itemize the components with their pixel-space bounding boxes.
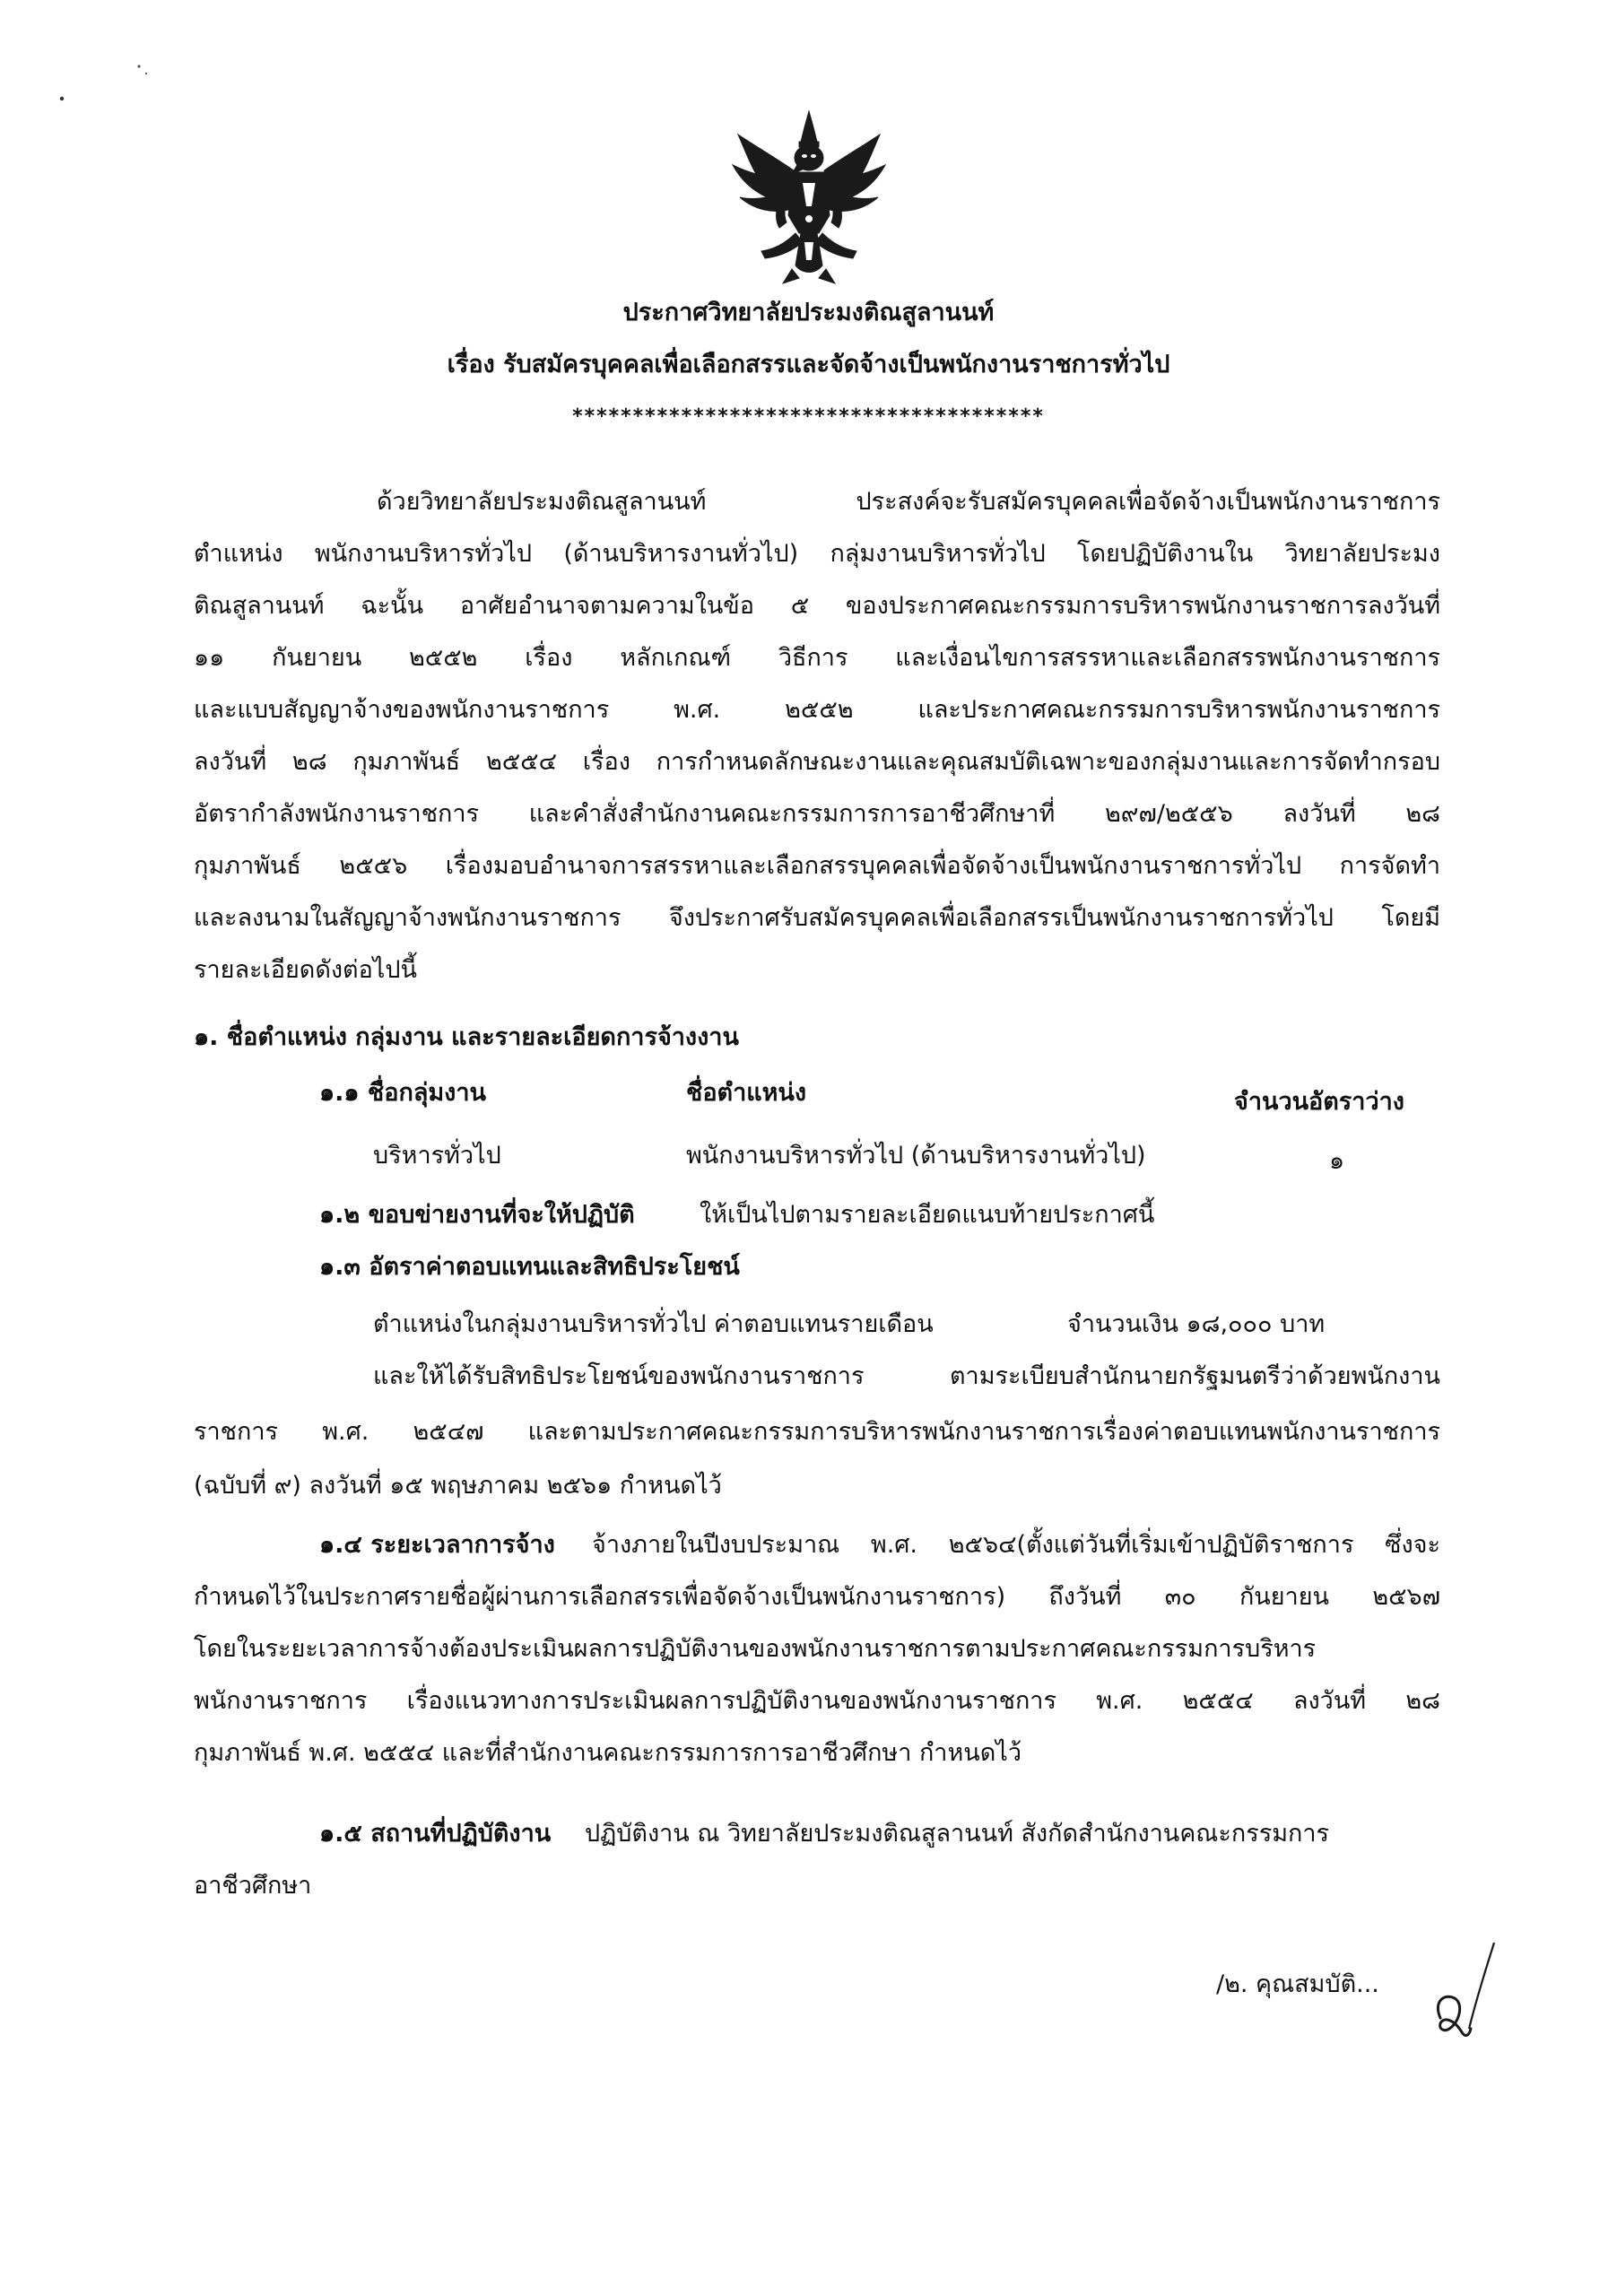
- section-1-heading: ๑. ชื่อตำแหน่ง กลุ่มงาน และรายละเอียดการจ้างงาน: [194, 1023, 739, 1051]
- s11-group: บริหารทั่วไป: [373, 1142, 501, 1170]
- s13-pay-position: ตำแหน่งในกลุ่มงานบริหารทั่วไป ค่าตอบแทนรายเดือน: [373, 1310, 934, 1338]
- intro-line: อัตรากำลังพนักงานราชการ และคำสั่งสำนักงานคณะกรรมการการอาชีวศึกษาที่ ๒๙๗/๒๕๕๖ ลงวันที่ ๒๘: [194, 800, 1440, 828]
- s15-first: ปฏิบัติงาน ณ วิทยาลัยประมงติณสูลานนท์ สังกัดสำนักงานคณะกรรมการ: [585, 1820, 1330, 1848]
- s13-pay-amount: จำนวนเงิน ๑๘,๐๐๐ บาท: [1067, 1310, 1326, 1338]
- s15-label: ๑.๕ สถานที่ปฏิบัติงาน: [319, 1820, 552, 1848]
- s14-line: กุมภาพันธ์ พ.ศ. ๒๕๕๔ และที่สำนักงานคณะกรรมการการอาชีวศึกษา กำหนดไว้: [194, 1739, 1021, 1767]
- s13-line: ราชการ พ.ศ. ๒๕๔๗ และตามประกาศคณะกรรมการบริหารพนักงานราชการเรื่องค่าตอบแทนพนักงานราชการ: [194, 1418, 1440, 1446]
- intro-line: ๑๑ กันยายน ๒๕๕๒ เรื่อง หลักเกณฑ์ วิธีการ และเงื่อนไขการสรรหาและเลือกสรรพนักงานราชการ: [194, 644, 1440, 672]
- garuda-emblem-icon: [729, 108, 889, 287]
- s11-col-position: ชื่อตำแหน่ง: [686, 1079, 807, 1107]
- document-subject: เรื่อง รับสมัครบุคคลเพื่อเลือกสรรและจัดจ้างเป็นพนักงานราชการทั่วไป: [447, 351, 1170, 378]
- s11-col-count: จำนวนอัตราว่าง: [1234, 1088, 1404, 1116]
- continuation-note: /๒. คุณสมบัติ...: [1216, 1970, 1379, 1998]
- s14-line: พนักงานราชการ เรื่องแนวทางการประเมินผลการปฏิบัติงานของพนักงานราชการ พ.ศ. ๒๕๕๔ ลงวันที่ ๒๘: [194, 1687, 1440, 1715]
- s13-line: และให้ได้รับสิทธิประโยชน์ของพนักงานราชการ ตามระเบียบสำนักนายกรัฐมนตรีว่าด้วยพนักงาน: [373, 1362, 1440, 1390]
- intro-line: และแบบสัญญาจ้างของพนักงานราชการ พ.ศ. ๒๕๕๒ และประกาศคณะกรรมการบริหารพนักงานราชการ: [194, 696, 1440, 724]
- intro-line: ด้วยวิทยาลัยประมงติณสูลานนท์ ประสงค์จะรับสมัครบุคคลเพื่อจัดจ้างเป็นพนักงานราชการ: [377, 488, 1440, 516]
- s13-label: ๑.๓ อัตราค่าตอบแทนและสิทธิประโยชน์: [319, 1253, 740, 1281]
- s15-second: อาชีวศึกษา: [194, 1872, 312, 1900]
- intro-line: ตำแหน่ง พนักงานบริหารทั่วไป (ด้านบริหารงานทั่วไป) กลุ่มงานบริหารทั่วไป โดยปฏิบัติงานใน วิทยาลัยประมง: [194, 540, 1440, 568]
- s14-first: จ้างภายในปีงบประมาณ พ.ศ. ๒๕๖๔(ตั้งแต่วันที่เริ่มเข้าปฏิบัติราชการ ซึ่งจะ: [592, 1531, 1440, 1559]
- s11-position: พนักงานบริหารทั่วไป (ด้านบริหารงานทั่วไป): [686, 1142, 1146, 1170]
- s11-label: ๑.๑ ชื่อกลุ่มงาน: [319, 1079, 486, 1107]
- scan-specks: [49, 54, 157, 108]
- s14-label: ๑.๔ ระยะเวลาการจ้าง: [319, 1531, 555, 1559]
- intro-line: กุมภาพันธ์ ๒๕๕๖ เรื่องมอบอำนาจการสรรหาและเลือกสรรบุคคลเพื่อจัดจ้างเป็นพนักงานราชการทั่วไป การจัดทำ: [194, 852, 1440, 880]
- intro-line: ติณสูลานนท์ ฉะนั้น อาศัยอำนาจตามความในข้อ ๕ ของประกาศคณะกรรมการบริหารพนักงานราชการลงวันที่: [194, 592, 1440, 620]
- intro-line: ลงวันที่ ๒๘ กุมภาพันธ์ ๒๕๕๔ เรื่อง การกำหนดลักษณะงานและคุณสมบัติเฉพาะของกลุ่มงานและการจัดทำกรอบ: [194, 748, 1440, 776]
- s14-line: กำหนดไว้ในประกาศรายชื่อผู้ผ่านการเลือกสรรเพื่อจัดจ้างเป็นพนักงานราชการ) ถึงวันที่ ๓๐ กันยายน ๒๕๖๗: [194, 1583, 1440, 1611]
- header-divider: ***************************************: [572, 405, 1045, 428]
- s12-label: ๑.๒ ขอบข่ายงานที่จะให้ปฏิบัติ: [319, 1201, 635, 1229]
- intro-line: รายละเอียดดังต่อไปนี้: [194, 956, 417, 984]
- s13-line: (ฉบับที่ ๙) ลงวันที่ ๑๕ พฤษภาคม ๒๕๖๑ กำหนดไว้: [194, 1472, 722, 1500]
- signature-icon: [1424, 1939, 1505, 2047]
- s14-line: โดยในระยะเวลาการจ้างต้องประเมินผลการปฏิบัติงานของพนักงานราชการตามประกาศคณะกรรมการบริหาร: [194, 1635, 1317, 1663]
- intro-line: และลงนามในสัญญาจ้างพนักงานราชการ จึงประกาศรับสมัครบุคคลเพื่อเลือกสรรเป็นพนักงานราชการทั่วไป โดยมี: [194, 904, 1440, 932]
- document-title: ประกาศวิทยาลัยประมงติณสูลานนท์: [622, 299, 995, 326]
- s12-text: ให้เป็นไปตามรายละเอียดแนบท้ายประกาศนี้: [700, 1201, 1155, 1229]
- s11-count: ๑: [1329, 1147, 1345, 1175]
